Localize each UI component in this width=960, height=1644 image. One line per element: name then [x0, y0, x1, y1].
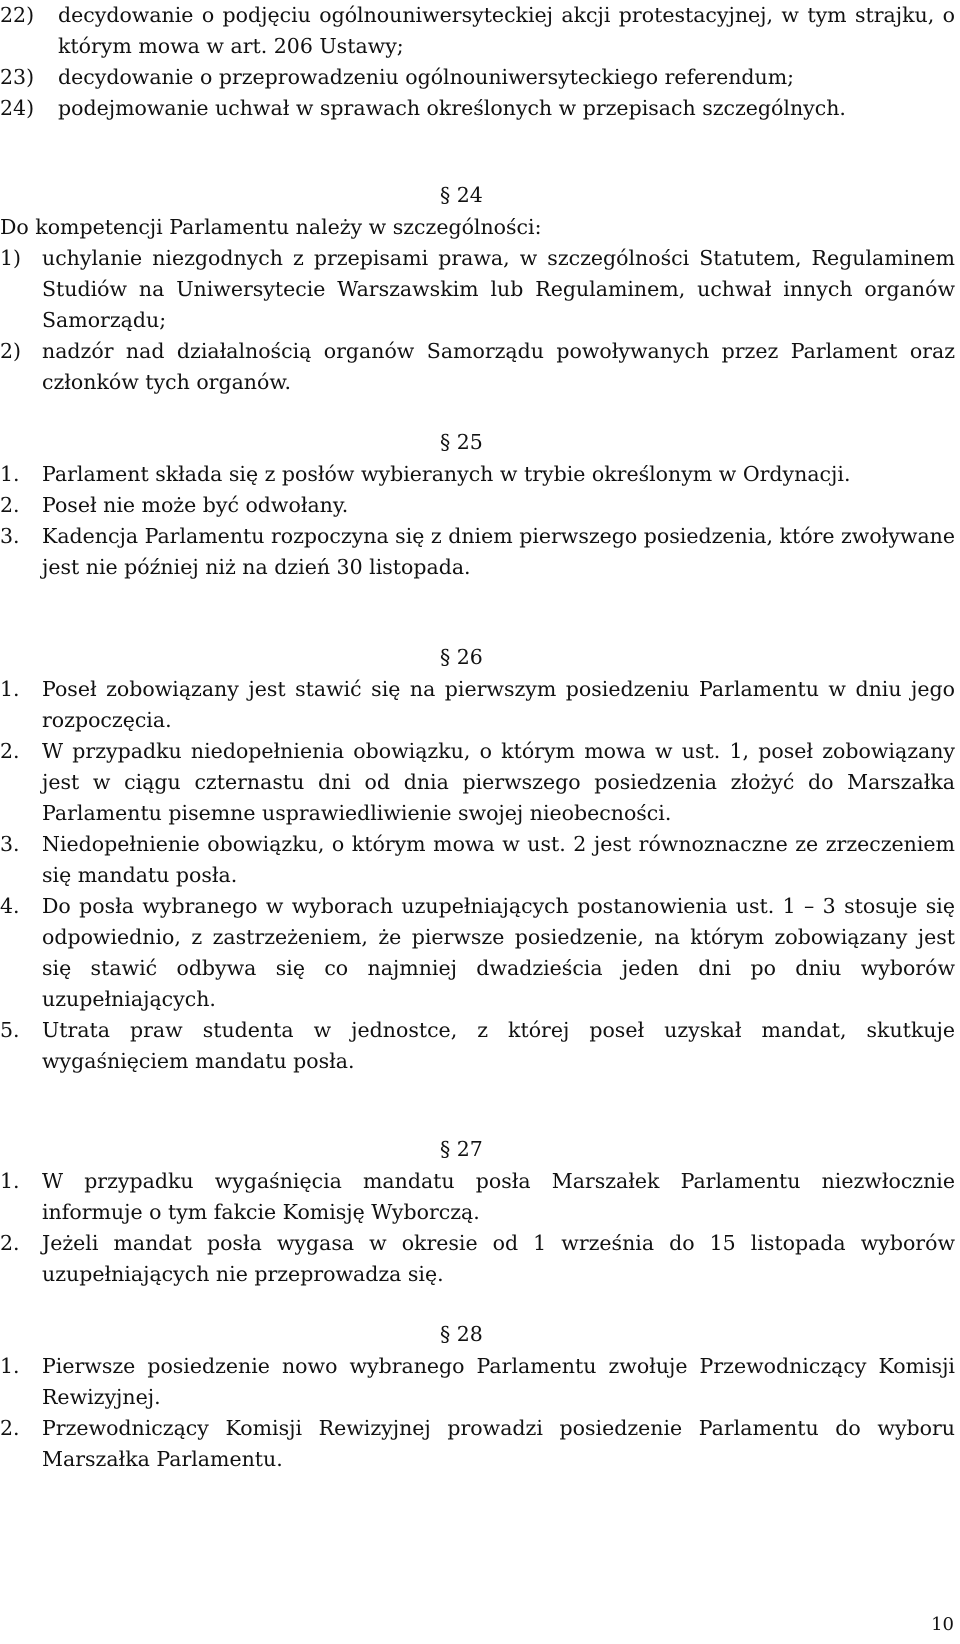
item-text: W przypadku niedopełnienia obowiązku, o którym mowa w ust. 1, poseł zobowiązany jest w ciągu czternastu dni od dnia pierwszego posiedzenia złożyć do Marszałka Parlamentu pisemne usprawiedliwienie swojej nieobecności. — [42, 739, 955, 825]
item-number: 2. — [0, 739, 20, 763]
item-number: 2) — [0, 339, 22, 363]
section-heading-27: § 27 — [440, 1137, 483, 1161]
item-text: Do posła wybranego w wyborach uzupełniających postanowienia ust. 1 – 3 stosuje się odpowiednio, z zastrzeżeniem, że pierwsze posiedzenie, na którym zobowiązany jest się stawić odbywa się co najmniej dwadzieścia jeden dni po dniu wyborów uzupełniających. — [42, 894, 955, 1011]
section-heading-24: § 24 — [440, 183, 483, 207]
list-item — [0, 736, 955, 829]
list-item — [0, 93, 955, 124]
list-item — [0, 0, 955, 62]
item-text: Pierwsze posiedzenie nowo wybranego Parlamentu zwołuje Przewodniczący Komisji Rewizyjnej. — [42, 1354, 955, 1409]
section-heading-26: § 26 — [440, 645, 483, 669]
item-number: 24) — [0, 96, 35, 120]
item-number: 1. — [0, 1354, 20, 1378]
section-28-list — [0, 1351, 955, 1475]
list-item — [0, 459, 955, 490]
item-text: Parlament składa się z posłów wybieranych w trybie określonym w Ordynacji. — [42, 462, 851, 486]
list-item — [0, 1351, 955, 1413]
section-intro: Do kompetencji Parlamentu należy w szczególności: — [0, 215, 542, 239]
item-number: 1) — [0, 246, 22, 270]
section-24-list — [0, 243, 955, 398]
item-text: Jeżeli mandat posła wygasa w okresie od 1 września do 15 listopada wyborów uzupełniających nie przeprowadza się. — [42, 1231, 955, 1286]
section-27-list — [0, 1166, 955, 1290]
item-number: 23) — [0, 65, 35, 89]
item-number: 1. — [0, 1169, 20, 1193]
list-item — [0, 521, 955, 583]
page-number: 10 — [931, 1614, 954, 1635]
list-item — [0, 674, 955, 736]
item-number: 1. — [0, 462, 20, 486]
item-number: 22) — [0, 3, 35, 27]
section-26-list — [0, 674, 955, 1077]
list-item — [0, 490, 955, 521]
list-item — [0, 829, 955, 891]
item-text: Utrata praw studenta w jednostce, z której poseł uzyskał mandat, skutkuje wygaśnięciem mandatu posła. — [42, 1018, 955, 1073]
item-number: 4. — [0, 894, 20, 918]
item-number: 2. — [0, 1231, 20, 1255]
section-25-list — [0, 459, 955, 583]
item-text: Niedopełnienie obowiązku, o którym mowa w ust. 2 jest równoznaczne ze zrzeczeniem się mandatu posła. — [42, 832, 955, 887]
item-text: Poseł nie może być odwołany. — [42, 493, 349, 517]
item-text: decydowanie o przeprowadzeniu ogólnouniwersyteckiego referendum; — [58, 65, 795, 89]
section-heading-28: § 28 — [440, 1322, 483, 1346]
list-item — [0, 336, 955, 398]
item-text: decydowanie o podjęciu ogólnouniwersyteckiej akcji protestacyjnej, w tym strajku, o którym mowa w art. 206 Ustawy; — [58, 3, 955, 58]
item-number: 1. — [0, 677, 20, 701]
item-text: W przypadku wygaśnięcia mandatu posła Marszałek Parlamentu niezwłocznie informuje o tym fakcie Komisję Wyborczą. — [42, 1169, 955, 1224]
list-item — [0, 243, 955, 336]
item-number: 2. — [0, 1416, 20, 1440]
list-item — [0, 1413, 955, 1475]
list-item — [0, 62, 955, 93]
item-text: Przewodniczący Komisji Rewizyjnej prowadzi posiedzenie Parlamentu do wyboru Marszałka Parlamentu. — [42, 1416, 955, 1471]
section-heading-25: § 25 — [440, 430, 483, 454]
item-number: 3. — [0, 832, 20, 856]
item-text: podejmowanie uchwał w sprawach określonych w przepisach szczególnych. — [58, 96, 846, 120]
list-item — [0, 1166, 955, 1228]
continuation-list — [0, 0, 955, 124]
item-text: Kadencja Parlamentu rozpoczyna się z dniem pierwszego posiedzenia, które zwoływane jest nie później niż na dzień 30 listopada. — [42, 524, 956, 579]
list-item — [0, 1228, 955, 1290]
item-number: 5. — [0, 1018, 20, 1042]
list-item — [0, 1015, 955, 1077]
item-text: Poseł zobowiązany jest stawić się na pierwszym posiedzeniu Parlamentu w dniu jego rozpoczęcia. — [42, 677, 955, 732]
list-item — [0, 891, 955, 1015]
item-text: nadzór nad działalnością organów Samorządu powoływanych przez Parlament oraz członków tych organów. — [42, 339, 955, 394]
item-text: uchylanie niezgodnych z przepisami prawa, w szczególności Statutem, Regulaminem Studiów na Uniwersytecie Warszawskim lub Regulaminem, uchwał innych organów Samorządu; — [42, 246, 955, 332]
item-number: 3. — [0, 524, 20, 548]
item-number: 2. — [0, 493, 20, 517]
